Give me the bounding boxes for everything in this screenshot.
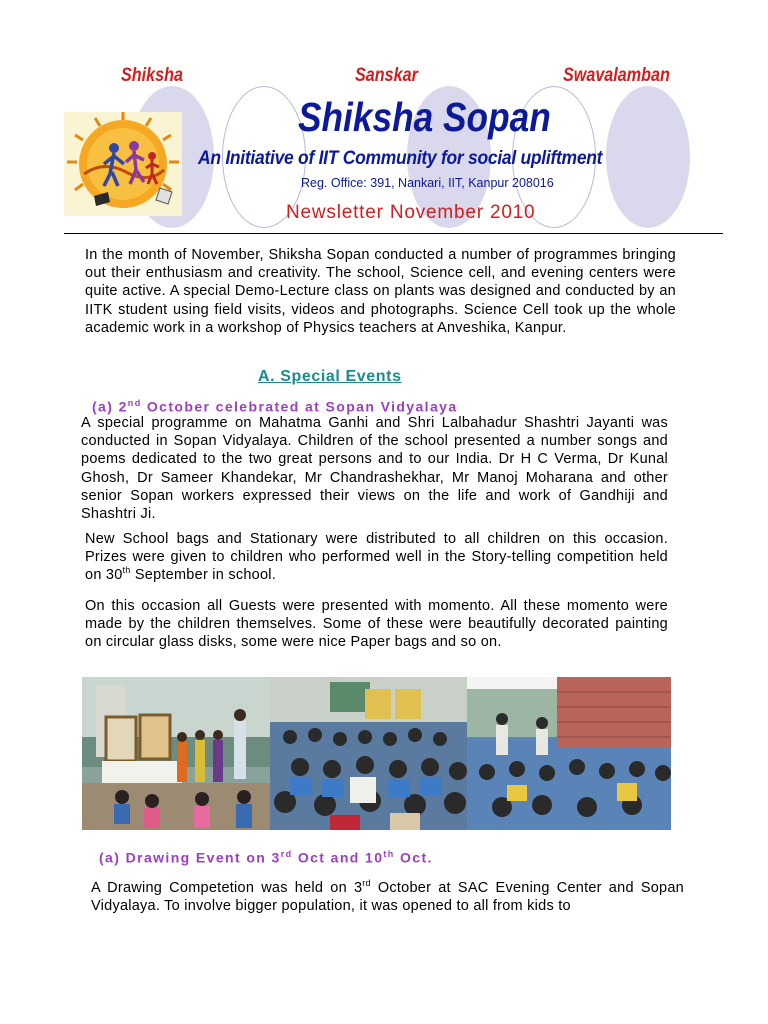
event1-paragraph-3: On this occasion all Guests were presented with momento. All these momento were made by the children themselves. Some of these were beautifully decorated painting on circular glass disks, some were nice Paper bags and so on.: [85, 598, 668, 651]
event-photo-1: [82, 677, 270, 830]
event1-heading: (a) 2nd October celebrated at Sopan Vidyalaya: [92, 398, 458, 415]
reg-office: Reg. Office: 391, Nankari, IIT, Kanpur 208016: [301, 176, 554, 190]
subtitle: An Initiative of IIT Community for social upliftment: [198, 148, 603, 169]
section-heading: A. Special Events: [258, 368, 402, 385]
event-photo-3: [467, 677, 671, 830]
event1-paragraph-2: New School bags and Stationary were distributed to all children on this occasion. Prizes were given to children who performed well in the Story-telling competition held on 30th September in school.: [85, 531, 668, 584]
sun-children-logo-icon: [64, 112, 182, 216]
event1-paragraph-1: A special programme on Mahatma Ganhi and Shri Lalbahadur Shashtri Jayanti was conducted in Sopan Vidyalaya. Children of the school presented a number songs and poems dedicated to the two great persons and to our India. Dr H C Verma, Dr Kunal Ghosh, Dr Sameer Khandekar, Mr Chandrashekhar, Mr Manoj Moharana and other senior Sopan workers expressed their views on the life and work of Gandhiji and Shashtri Ji.: [81, 415, 668, 523]
motto-swavalamban: Swavalamban: [563, 65, 670, 86]
event2-paragraph: A Drawing Competetion was held on 3rd October at SAC Evening Center and Sopan Vidyalaya. To involve bigger population, it was opened to all from kids to: [91, 878, 684, 915]
intro-paragraph: In the month of November, Shiksha Sopan conducted a number of programmes bringing out their enthusiasm and creativity. The school, Science cell, and evening centers were quite active. A special Demo-Lecture class on plants was designed and conducted by an IITK student using field visits, videos and photographs. Science Cell took up the whole academic work in a workshop of Physics teachers at Anveshika, Kanpur.: [85, 247, 676, 336]
newsletter-title: Newsletter November 2010: [286, 202, 536, 223]
header-rule: [64, 233, 723, 234]
event2-heading: (a) Drawing Event on 3rd Oct and 10th Oct.: [99, 849, 433, 866]
decor-ellipse-5: [606, 86, 690, 228]
event-photo-2: [270, 677, 467, 830]
page-title: Shiksha Sopan: [298, 94, 551, 140]
motto-shiksha: Shiksha: [121, 65, 183, 86]
motto-sanskar: Sanskar: [355, 65, 418, 86]
